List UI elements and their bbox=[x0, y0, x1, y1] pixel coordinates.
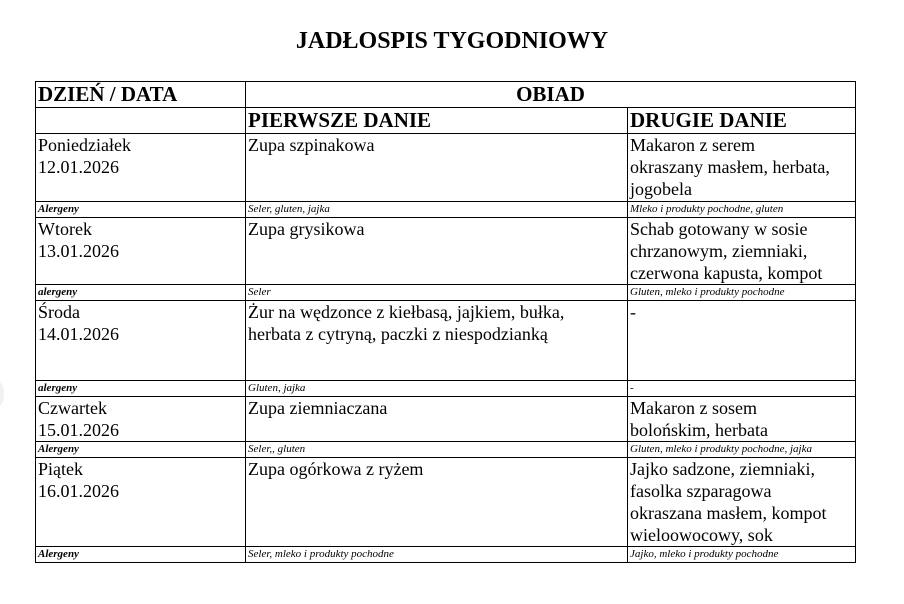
header-first-course: PIERWSZE DANIE bbox=[246, 108, 628, 134]
day-name: Czwartek bbox=[38, 398, 107, 418]
day-cell bbox=[36, 301, 246, 381]
allergen-label: Alergeny bbox=[36, 202, 246, 218]
first-course-cell: Zupa ziemniaczana bbox=[246, 397, 628, 442]
first-course-line: Żur na wędzonce z kiełbasą, jajkiem, bułka, bbox=[248, 302, 565, 322]
allergen-row-wednesday bbox=[36, 381, 856, 397]
day-cell bbox=[36, 458, 246, 547]
allergens-second-course: Jajko, mleko i produkty pochodne bbox=[628, 547, 856, 563]
day-date: 15.01.2026 bbox=[38, 420, 119, 440]
day-name: Wtorek bbox=[38, 219, 92, 239]
second-course-line: okraszana masłem, kompot bbox=[630, 503, 827, 523]
weekly-menu-table bbox=[35, 81, 856, 563]
first-course-cell: Zupa ogórkowa z ryżem bbox=[246, 458, 628, 547]
allergens-second-course: - bbox=[628, 381, 856, 397]
allergen-label: alergeny bbox=[36, 381, 246, 397]
allergens-first-course: Seler, gluten, jajka bbox=[246, 202, 628, 218]
allergen-row-monday bbox=[36, 202, 856, 218]
allergen-row-thursday bbox=[36, 442, 856, 458]
second-course-cell bbox=[628, 218, 856, 285]
second-course-line: Makaron z serem bbox=[630, 135, 755, 155]
first-course-cell: Zupa szpinakowa bbox=[246, 134, 628, 202]
allergen-label: Alergeny bbox=[36, 442, 246, 458]
day-name: Piątek bbox=[38, 459, 83, 479]
first-course-cell bbox=[246, 301, 628, 381]
second-course-cell bbox=[628, 134, 856, 202]
allergen-label: Alergeny bbox=[36, 547, 246, 563]
day-date: 13.01.2026 bbox=[38, 241, 119, 261]
day-date: 16.01.2026 bbox=[38, 481, 119, 501]
page-edge-artifact bbox=[0, 382, 4, 406]
header-day-date: DZIEŃ / DATA bbox=[36, 82, 246, 108]
second-course-cell bbox=[628, 301, 856, 381]
second-course-line: Jajko sadzone, ziemniaki, bbox=[630, 459, 815, 479]
first-course-line: herbata z cytryną, paczki z niespodzianką bbox=[248, 324, 548, 344]
allergens-second-course: Mleko i produkty pochodne, gluten bbox=[628, 202, 856, 218]
second-course-line: wieloowocowy, sok bbox=[630, 525, 773, 545]
table-row-wednesday bbox=[36, 301, 856, 381]
page-title: JADŁOSPIS TYGODNIOWY bbox=[295, 28, 609, 54]
first-course-cell: Zupa grysikowa bbox=[246, 218, 628, 285]
allergens-first-course: Seler, mleko i produkty pochodne bbox=[246, 547, 628, 563]
second-course-line: czerwona kapusta, kompot bbox=[630, 263, 823, 283]
second-course-line: jogobela bbox=[630, 179, 692, 199]
second-course-line: - bbox=[630, 302, 636, 322]
second-course-line: chrzanowym, ziemniaki, bbox=[630, 241, 808, 261]
allergens-first-course: Seler bbox=[246, 285, 628, 301]
allergen-label: alergeny bbox=[36, 285, 246, 301]
header-obiad: OBIAD bbox=[246, 82, 856, 108]
second-course-line: Makaron z sosem bbox=[630, 398, 757, 418]
day-name: Środa bbox=[38, 302, 80, 322]
second-course-line: okraszany masłem, herbata, bbox=[630, 157, 830, 177]
table-row-thursday bbox=[36, 397, 856, 442]
allergen-row-tuesday bbox=[36, 285, 856, 301]
table-row-tuesday bbox=[36, 218, 856, 285]
day-cell bbox=[36, 218, 246, 285]
day-date: 14.01.2026 bbox=[38, 324, 119, 344]
day-name: Poniedziałek bbox=[38, 135, 131, 155]
second-course-line: fasolka szparagowa bbox=[630, 481, 772, 501]
table-subheader-row bbox=[36, 108, 856, 134]
allergens-first-course: Seler,, gluten bbox=[246, 442, 628, 458]
second-course-line: Schab gotowany w sosie bbox=[630, 219, 808, 239]
allergens-first-course: Gluten, jajka bbox=[246, 381, 628, 397]
day-cell bbox=[36, 134, 246, 202]
second-course-cell bbox=[628, 458, 856, 547]
header-second-course: DRUGIE DANIE bbox=[628, 108, 856, 134]
allergens-second-course: Gluten, mleko i produkty pochodne bbox=[628, 285, 856, 301]
day-date: 12.01.2026 bbox=[38, 157, 119, 177]
table-row-monday bbox=[36, 134, 856, 202]
table-header-row bbox=[36, 82, 856, 108]
allergens-second-course: Gluten, mleko i produkty pochodne, jajka bbox=[628, 442, 856, 458]
table-row-friday bbox=[36, 458, 856, 547]
header-empty-cell bbox=[36, 108, 246, 134]
second-course-cell bbox=[628, 397, 856, 442]
allergen-row-friday bbox=[36, 547, 856, 563]
day-cell bbox=[36, 397, 246, 442]
second-course-line: bolońskim, herbata bbox=[630, 420, 768, 440]
